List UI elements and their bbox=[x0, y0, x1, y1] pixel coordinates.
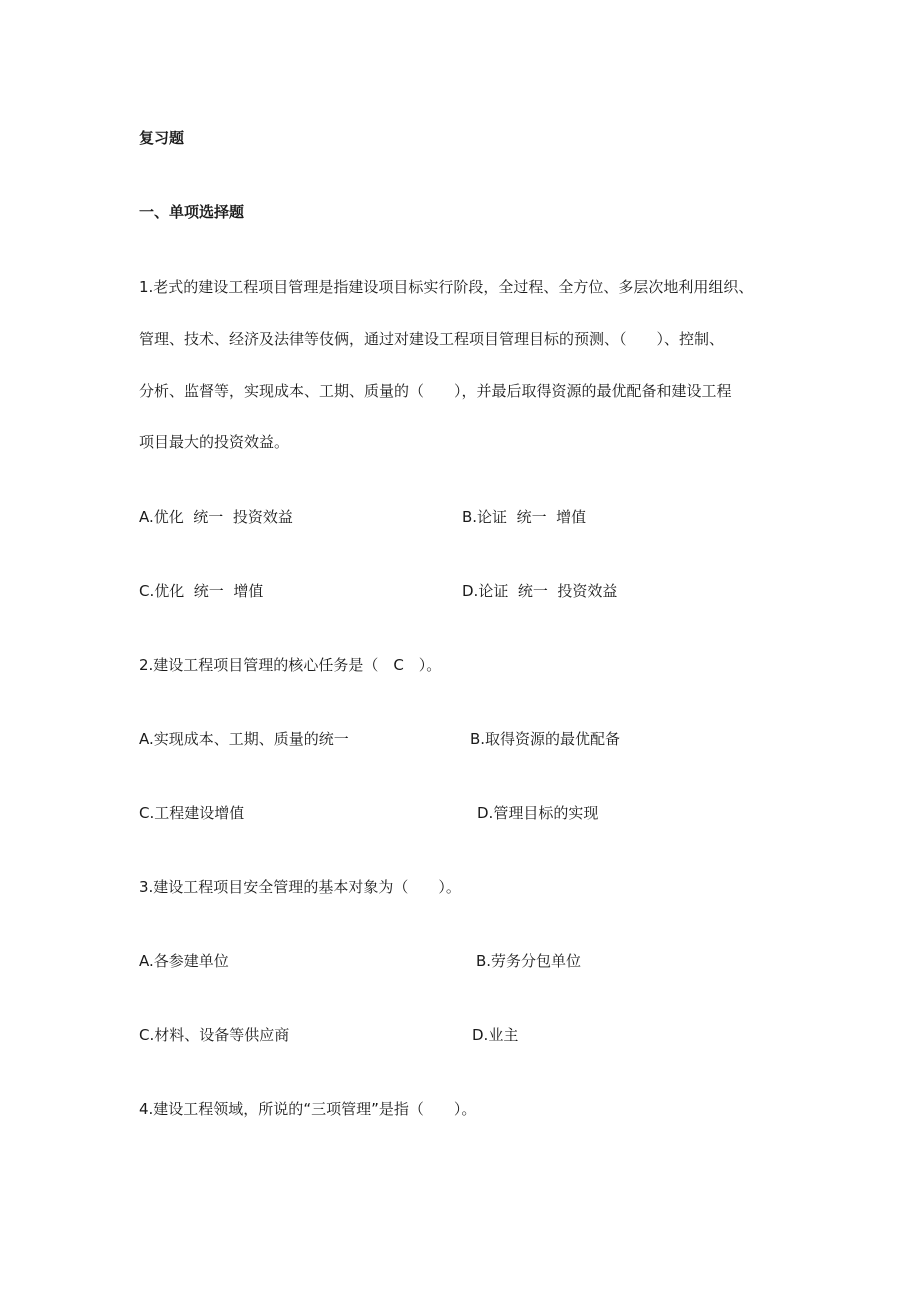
question-1-option-b: B.论证 统一 增值 bbox=[462, 508, 587, 526]
question-3-option-a: A.各参建单位 bbox=[139, 952, 229, 970]
question-3-option-c: C.材料、设备等供应商 bbox=[139, 1026, 290, 1044]
question-2-option-a: A.实现成本、工期、质量的统一 bbox=[139, 730, 349, 748]
question-3-option-d: D.业主 bbox=[472, 1026, 519, 1044]
question-3-stem: 3.建设工程项目安全管理的基本对象为（ ）。 bbox=[139, 878, 461, 896]
question-3-option-b: B.劳务分包单位 bbox=[476, 952, 582, 970]
question-2-option-d: D.管理目标的实现 bbox=[477, 804, 599, 822]
page-title: 复习题 bbox=[139, 129, 185, 147]
question-1-line-1: 1.老式的建设工程项目管理是指建设项目标实行阶段，全过程、全方位、多层次地利用组织、 bbox=[139, 278, 754, 296]
question-1-option-d: D.论证 统一 投资效益 bbox=[462, 582, 618, 600]
question-1-line-3: 分析、监督等，实现成本、工期、质量的（ ），并最后取得资源的最优配备和建设工程 bbox=[139, 382, 732, 400]
question-2-option-b: B.取得资源的最优配备 bbox=[470, 730, 621, 748]
question-1-line-4: 项目最大的投资效益。 bbox=[139, 433, 290, 451]
question-2-stem: 2.建设工程项目管理的核心任务是（ C ）。 bbox=[139, 656, 442, 674]
question-1-option-a: A.优化 统一 投资效益 bbox=[139, 508, 293, 526]
question-4-stem: 4.建设工程领域，所说的“三项管理”是指（ ）。 bbox=[139, 1100, 477, 1118]
section-heading: 一、单项选择题 bbox=[139, 203, 245, 221]
question-2-option-c: C.工程建设增值 bbox=[139, 804, 245, 822]
question-1-option-c: C.优化 统一 增值 bbox=[139, 582, 264, 600]
question-1-line-2: 管理、技术、经济及法律等伎俩，通过对建设工程项目管理目标的预测、（ ）、控制、 bbox=[139, 330, 725, 348]
